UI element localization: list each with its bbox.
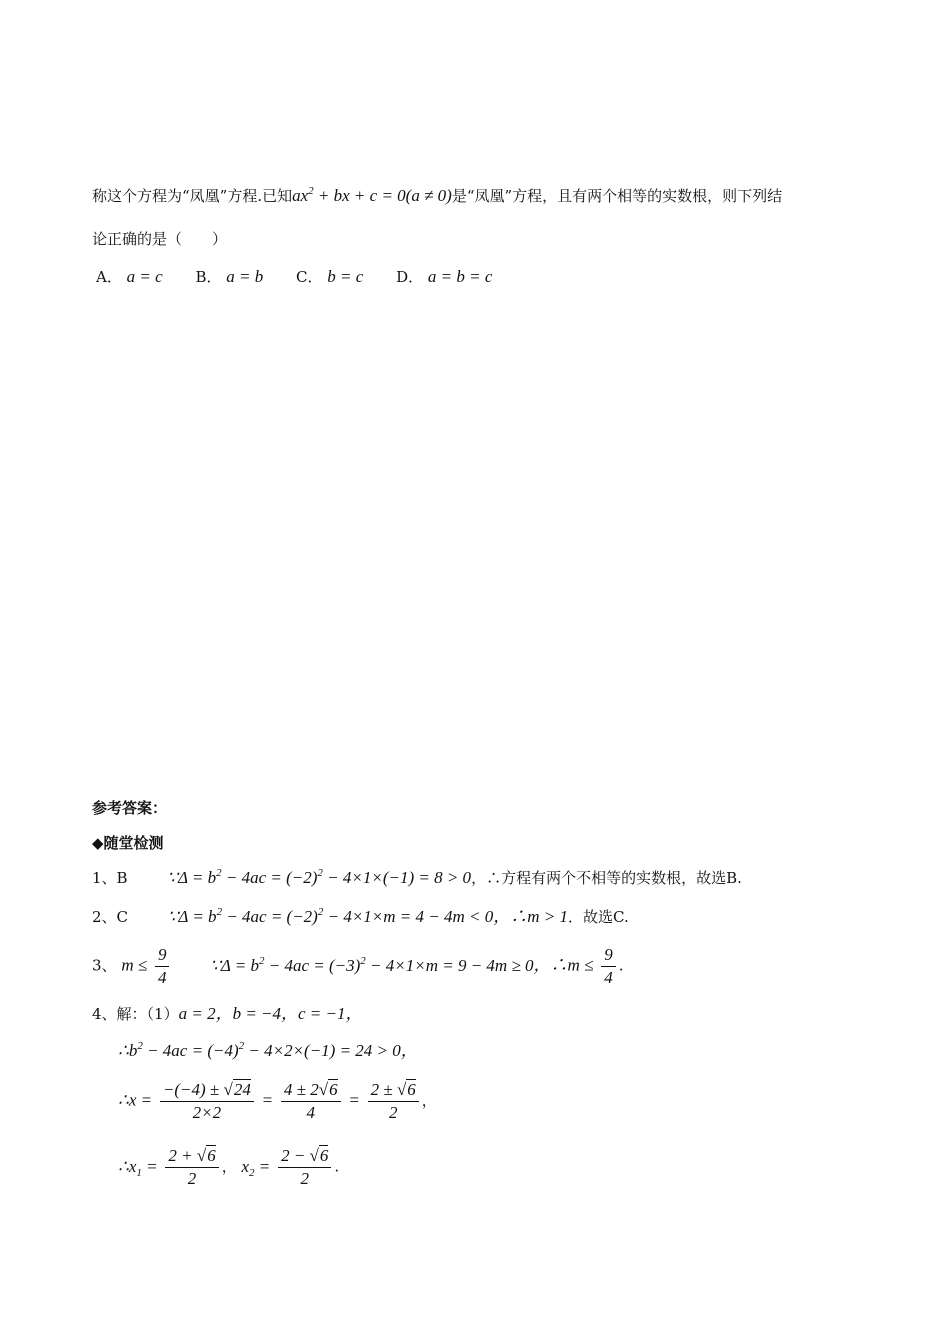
answer-1-conclusion: ，∴方程有两个不相等的实数根，故选B. (471, 869, 742, 887)
fraction-formula-2: $\frac{4 \pm 2√6}{4}$ (281, 1079, 341, 1124)
answer-number: 1、B (92, 869, 128, 887)
answer-2 (92, 906, 629, 928)
answer-2-expression: ∵Δ = $b^2 - 4ac = (-2)^2 - 4\times 1\times m = 4 - 4m < 0$ (167, 906, 494, 926)
choice-b: B． a = b (195, 267, 264, 286)
fraction-formula-3: $\frac{2 \pm √6}{2}$ (368, 1079, 419, 1124)
answer-3: 3、 m ≤ $\frac{9}{4}$ ∵Δ = $b^2 - 4ac = (-3)^2 - 4\times 1\times m = 9 - 4m \ge 0$，∴m ≤ $\frac{9}{4}$ . (92, 945, 624, 987)
answer-3-conclusion: ，∴m ≤ (533, 955, 594, 975)
question-line-1 (92, 185, 782, 207)
question-text-end: 是“凤凰”方程，且有两个相等的实数根，则下列结 (451, 187, 783, 205)
answer-4-formula: ∴x = $\frac{-(-4) \pm √24}{2\times 2}$ = $\frac{4 \pm 2√6}{4}$ = $\frac{2 \pm √6}{2}$ ， (118, 1080, 437, 1122)
answer-4-values: a = 2，b = −4，c = −1， (178, 1004, 363, 1023)
answer-4-roots: $\therefore x_1$ = $\frac{2 + √6}{2}$ ， $x_2$ = $\frac{2 - √6}{2}$ . (118, 1146, 340, 1188)
answer-2-choice: ．故选C. (568, 908, 629, 926)
question-text: 称这个方程为“凤凰”方程.已知 (92, 187, 293, 205)
answers-heading: 参考答案： (92, 799, 168, 817)
choices (96, 266, 520, 288)
answer-4-discriminant: $\therefore b^2 - 4ac = (-4)^2 - 4\times 2\times(-1) = 24 > 0$， (118, 1040, 418, 1060)
equation: $ax^2$ + bx + c = 0(a ≠ 0) (292, 185, 452, 205)
choice-d: D． a = b = c (396, 267, 493, 286)
fraction-root-2: $\frac{2 - √6}{2}$ (278, 1145, 331, 1190)
answer-number: 2、C (92, 908, 129, 926)
answer-number: 4、解：（1） (92, 1005, 179, 1023)
answer-4-head (92, 1003, 363, 1025)
fraction-root-1: $\frac{2 + √6}{2}$ (165, 1145, 218, 1190)
fraction-formula-1: $\frac{-(-4) \pm √24}{2\times 2}$ (160, 1079, 254, 1124)
answer-number: 3、 (92, 956, 117, 975)
fraction-nine-quarters-2: $\frac{9}{4}$ (601, 944, 616, 989)
choice-a: A． a = c (96, 267, 163, 286)
answer-1-expression: ∵Δ = $b^2 - 4ac = (-2)^2 - 4\times 1\times(-1) = 8 > 0$ (167, 867, 472, 887)
answer-3-result: m ≤ (121, 955, 148, 975)
choice-c: C． b = c (296, 267, 364, 286)
fraction-nine-quarters: $\frac{9}{4}$ (155, 944, 170, 989)
question-line-2: 论正确的是（ ） (92, 230, 228, 248)
answer-3-expression: ∵Δ = $b^2 - 4ac = (-3)^2 - 4\times 1\times m = 9 - 4m \ge 0$ (210, 954, 534, 975)
answer-1 (92, 867, 742, 889)
answer-2-conclusion: ，∴m > 1 (493, 907, 568, 926)
section-heading: ◆随堂检测 (92, 834, 164, 852)
